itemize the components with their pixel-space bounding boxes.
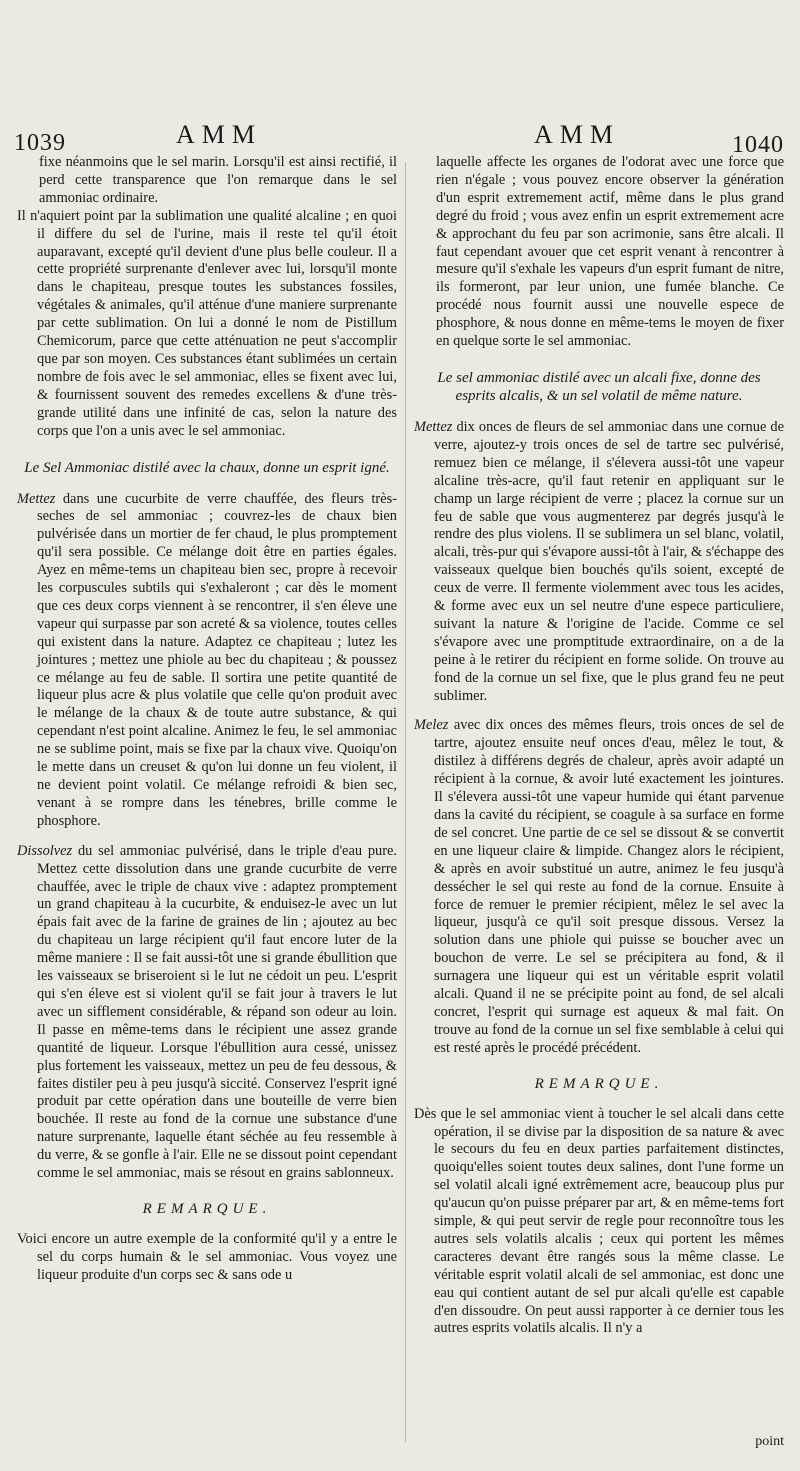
paragraph: fixe néanmoins que le sel marin. Lorsqu'il est ainsi rectifié, il perd cette transparence que l'on remarque dans le sel ammoniac ordinaire.: [39, 154, 397, 206]
paragraph: Il n'aquiert point par la sublimation une qualité alcaline ; en quoi il differe du sel de l'urine, mais il reste tel qu'il étoit auparavant, excepté qu'il devient d'une plus belle couleur. Il a cette propriété surprenante d'enlever avec lui, lorsqu'il monte dans le chapiteau, presque toutes les substances fossiles, végétales & animales, qu'il atténue d'une maniere surprenante par cette sublimation. On lui a donné le nom de Pistillum Chemicorum, parce que cette atténuation ne peut s'accomplir que par son moyen. Ces substances étant sublimées un certain nombre de fois avec le sel ammoniac, elles se fixent avec lui, & fournissent souvent des remedes excellens & d'une très-grande utilité dans une infinité de cas, selon la nature des corps que l'on a unis avec le sel ammoniac.: [17, 207, 397, 439]
page-number-left: 1039: [14, 130, 66, 156]
running-head-right: AMM: [534, 120, 621, 149]
paragraph-text: dix onces de fleurs de sel ammoniac dans une cornue de verre, ajoutez-y trois onces de sel de tartre sec pulvérisé, remuez bien ce mélange, il s'élevera aussi-tôt une vapeur alcaline très-acre, qu'il faut retenir en appliquant sur le champ un large récipient de verre ; placez la cornue sur un feu de sable que vous augmenterez par degrés jusqu'à le rendre des plus violens. Il se sublimera un sel blanc, volatil, alcali, très-pur qui s'évapore aussi-tôt à l'air, & s'échappe des vaisseaux quelque bien bouchés qu'ils soient, excepté de ceux de verre. Il fermente violemment avec tous les acides, & forme avec eux un sel neutre d'une espece particuliere, suivant la nature & l'origine de l'acide. Comme ce sel s'évapore avec une promptitude extraordinaire, on a de la peine à le retirer du récipient en forme solide. On trouve au fond de la cornue un sel fixe, que le plus grand feu ne peut sublimer.: [434, 418, 784, 704]
running-head-left: AMM: [176, 120, 263, 149]
paragraph: laquelle affecte les organes de l'odorat avec une force que rien n'égale ; vous pouvez encore observer la génération d'un esprit extremement actif, même dans le plus grand degré du froid ; vous avez enfin un esprit extremement acre & approchant du feu par son acrimonie, sans être alcali. Il faut cependant avouer que cet esprit venant à rencontrer à mesure qu'il s'exhale les vapeurs d'un esprit fumant de nitre, ils formeront, par leur union, une fumée blanche. Ce procédé nous fournit aussi une nouvelle espece de phosphore, & nous donne en même-tems le moyen de fixer en quelque sorte le sel ammoniac.: [436, 154, 784, 350]
paragraph-text: du sel ammoniac pulvérisé, dans le triple d'eau pure. Mettez cette dissolution dans une grande cucurbite de verre chauffée, avec le triple de chaux vive : adaptez promptement un grand chapiteau à la cucurbite, & enduisez-le avec un lut épais fait avec de la farine de graines de lin ; ajoutez au bec du chapiteau un large récipient qu'il faut encore luter de la même maniere : Il se fait aussi-tôt une si grande ébullition que les vaisseaux se briseroient si le lut ne cédoit un peu. L'esprit qui s'en éleve est si violent qu'il se fait jour à travers le lut avec un sifflement considérable, & répand son odeur au loin. Il passe en même-tems dans le récipient une assez grande quantité de liqueur. Lorsque l'ébullition aura cessé, unissez plus fortement les vaisseaux, mettez un peu de feu dessous, & faites distiler peu à peu jusqu'à siccité. Conservez l'esprit igné produit par cette opération dans une bouteille de verre bien bouchée. Il reste au fond de la cornue une substance d'une nature surprenante, laquelle étant séchée au feu ressemble à du verre, & se gonfle à l'air. Elle ne se dissout point cependant comme le sel ammoniac, mais se résout en grains sablonneux.: [37, 842, 397, 1182]
paragraph: Dès que le sel ammoniac vient à toucher le sel alcali dans cette opération, il se divise par la disposition de sa nature & avec le secours du feu en deux parties parfaitement distinctes, quoiqu'elles soient toutes deux salines, dont l'une forme un sel volatil alcali igné extrêmement acre, beaucoup plus pur qu'aucun qu'on puisse préparer par art, & en même-tems fort simple, & qui peut servir de regle pour reconnoître tous les autres sels volatils alcalis ; ceux qui portent les mêmes caracteres devant être rangés sous la même classe. Le véritable esprit volatil alcali de sel ammoniac, est donc une eau qui contient autant de sel pur alcali qu'elle est capable d'en dissoudre. On peut aussi rapporter à ce dernier tous les autres esprits volatils alcalis. Il n'y a: [414, 1105, 784, 1337]
paragraph: [17, 491, 397, 831]
paragraph-lead: Mettez: [414, 418, 453, 435]
remarque-heading: REMARQUE.: [534, 1075, 664, 1092]
paragraph: [17, 843, 397, 1183]
paragraph: Voici encore un autre exemple de la conformité qu'il y a entre le sel du corps humain & le sel ammoniac. Vous voyez une liqueur produite d'un corps sec & sans ode u: [17, 1230, 397, 1283]
paragraph-text: avec dix onces des mêmes fleurs, trois onces de sel de tartre, ajoutez ensuite neuf onces d'eau, mêlez le tout, & distilez à différens degrés de chaleur, après avoir adapté un récipient à la cornue, & avoir luté exactement les jointures. Il s'élevera aussi-tôt une vapeur humide qui étant parvenue dans la cavité du récipient, se coagule à sa surface en forme de sel concret. Une partie de ce sel se dissout & se convertit en une liqueur claire & limpide. Changez alors le récipient, & après en avoir substitué un autre, animez le feu jusqu'à dessécher le sel qui reste au fond de la cornue. Ensuite à force de remuer le premier récipient, mêlez le sel avec la liqueur, jusqu'à ce qu'il soit presque dissous. Versez la solution dans une phiole qui puisse se boucher avec un bouchon de verre. Le sel se précipitera au fond, & il surnagera une liqueur qui est un véritable esprit volatil alcali. Quand il ne se précipite point au fond, de sel alcali concret, l'esprit qui surnage est aqueux & mal fait. On trouve au fond de la cornue un sel fixe semblable à celui qui est resté après le procédé précédent.: [434, 717, 784, 1056]
remarque-heading: REMARQUE.: [142, 1200, 272, 1217]
column-divider: [405, 162, 406, 1442]
catchword: point: [755, 1434, 784, 1449]
paragraph-lead: Melez: [414, 717, 449, 734]
section-heading: Le sel ammoniac distilé avec un alcali fixe, donne des esprits alcalis, & un sel volatil de même nature.: [437, 369, 761, 404]
paragraph: [414, 419, 784, 706]
paragraph-lead: Mettez: [17, 490, 56, 507]
section-heading: Le Sel Ammoniac distilé avec la chaux, donne un esprit igné.: [24, 459, 390, 476]
paragraph-text: dans une cucurbite de verre chauffée, des fleurs très-seches de sel ammoniac ; couvrez-les de chaux bien pulvérisée dans un mortier de fer chaud, le plus promptement qu'il sera possible. Ce mélange doit être en parties égales. Ayez en même-tems un chapiteau bien sec, propre à recevoir les corpuscules subtils qui s'exhaleront ; car dès le moment que ces deux corps viennent à se rencontrer, il s'en éleve une vapeur qui surpasse par son acreté & sa violence, toutes celles qui existent dans la nature. Adaptez ce chapiteau ; lutez les jointures ; mettez une phiole au bec du chapiteau ; & poussez ce mélange au feu de sable. Il sortira une petite quantité de liqueur plus acre & plus volatile que celle qu'on produit avec le mélange de la chaux & de toute autre substance, & qui cependant n'est point alcaline. Animez le feu, le sel ammoniac ne se sublime point, mais se fixe par la chaux vive. Quoiqu'on le mette dans un creuset & qu'on lui donne un feu violent, il ne devient point volatil. Ce mélange refroidi & bien sec, venant à se rompre dans les ténebres, brille comme le phosphore.: [37, 490, 397, 829]
page-number-right: 1040: [732, 132, 784, 158]
right-column: [414, 154, 784, 1338]
paragraph-lead: Dissolvez: [17, 842, 73, 859]
paragraph: [414, 717, 784, 1057]
left-column: [17, 154, 397, 1285]
